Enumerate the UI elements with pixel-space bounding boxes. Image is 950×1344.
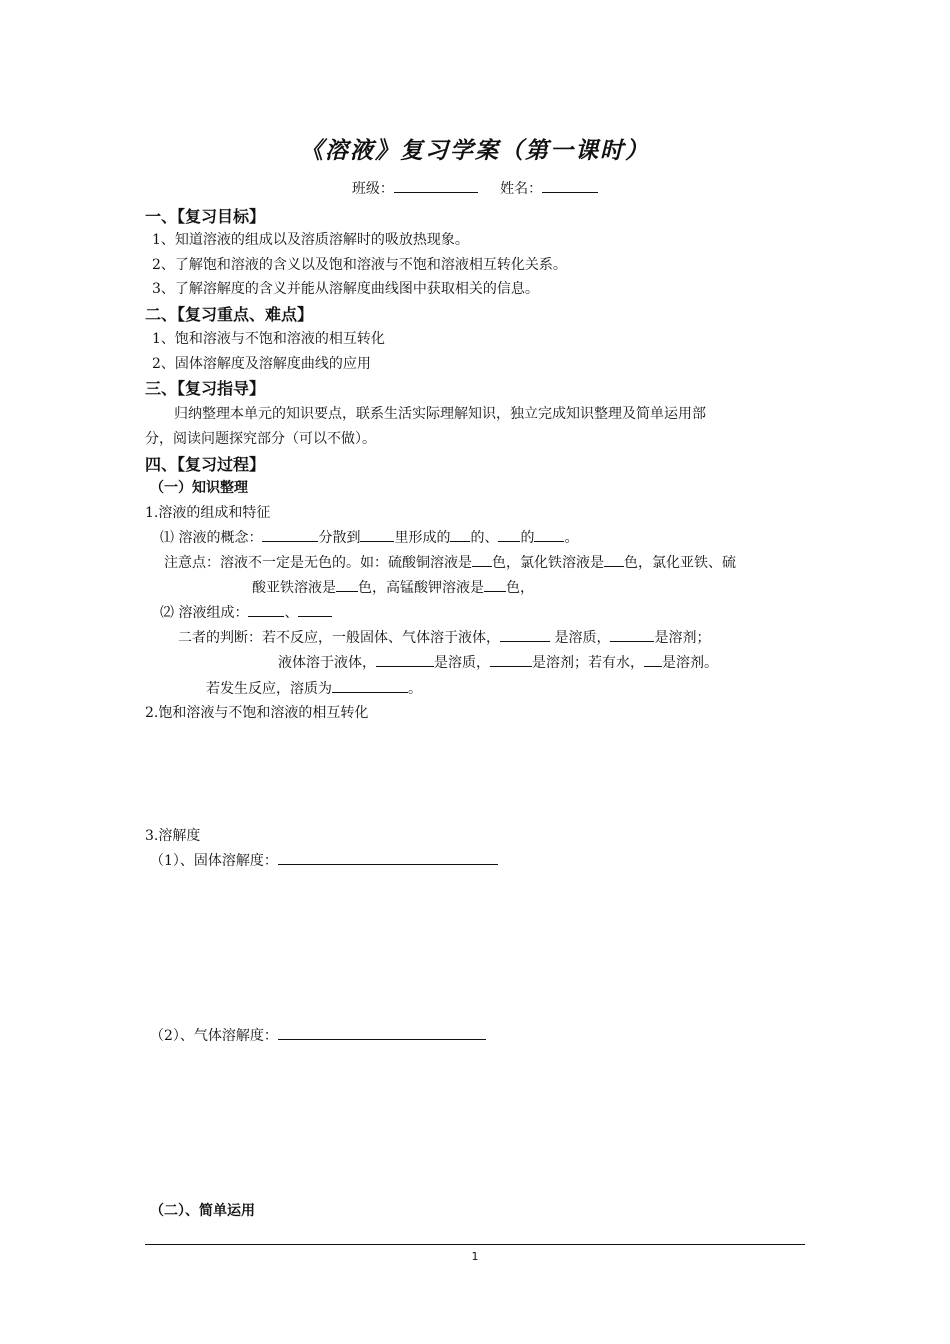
judge-text: 是溶质， (550, 630, 611, 646)
note-text: 色， (506, 580, 534, 596)
focus-heading: 二、【复习重点、难点】 (145, 305, 314, 324)
blank[interactable] (472, 552, 492, 567)
blank[interactable] (484, 577, 506, 592)
blank[interactable] (604, 552, 624, 567)
concept-line (160, 527, 578, 547)
blank[interactable] (376, 652, 434, 667)
composition-text: ⑵ 溶液组成： (160, 605, 249, 621)
judge-text: 液体溶于液体， (278, 655, 376, 671)
concept-text: 的 (520, 530, 535, 546)
class-label: 班级： (351, 181, 394, 197)
process-heading: 四、【复习过程】 (145, 455, 266, 474)
concept-text: 。 (564, 530, 579, 546)
student-info (0, 178, 950, 198)
blank[interactable] (278, 1025, 486, 1040)
judge-text: 。 (408, 681, 422, 697)
page-number: 1 (471, 1250, 479, 1263)
goals-heading: 一、【复习目标】 (145, 207, 266, 226)
concept-text: 里形成的 (394, 530, 451, 546)
judge-text: 是溶剂；若有水， (532, 655, 644, 671)
blank[interactable] (262, 527, 318, 542)
guide-text: 归纳整理本单元的知识要点，联系生活实际理解知识，独立完成知识整理及简单运用部 (174, 406, 706, 422)
composition-line (160, 602, 332, 622)
gas-solubility-label: （2）、气体溶解度： (150, 1028, 278, 1044)
item1-title: 1.溶液的组成和特征 (145, 505, 271, 521)
footer-divider (145, 1244, 805, 1245)
note-line (164, 552, 736, 572)
item3-title: 3.溶解度 (145, 828, 201, 844)
note-text: 色，高锰酸钾溶液是 (358, 580, 484, 596)
item2-title: 2.饱和溶液与不饱和溶液的相互转化 (145, 705, 369, 721)
judge-line (278, 652, 718, 672)
blank[interactable] (336, 577, 358, 592)
gas-solubility-line (150, 1025, 486, 1045)
page-title: 《溶液》复习学案（第一课时） (300, 138, 650, 164)
note-text: 色，氯化铁溶液是 (492, 555, 604, 571)
goal-item: 2、了解饱和溶液的含义以及饱和溶液与不饱和溶液相互转化关系。 (152, 257, 567, 273)
blank[interactable] (278, 850, 498, 865)
blank[interactable] (498, 527, 520, 542)
solid-solubility-label: （1）、固体溶解度： (150, 853, 278, 869)
concept-text: 分散到 (318, 530, 361, 546)
note-text: 注意点：溶液不一定是无色的。如：硫酸铜溶液是 (164, 555, 472, 571)
note-line (252, 577, 534, 597)
concept-text: 的、 (470, 530, 499, 546)
focus-item: 1、饱和溶液与不饱和溶液的相互转化 (152, 331, 385, 347)
solid-solubility-line (150, 850, 498, 870)
judge-line (178, 627, 710, 647)
blank[interactable] (500, 627, 550, 642)
apply-heading: （二）、简单运用 (150, 1203, 255, 1219)
concept-text: ⑴ 溶液的概念： (160, 530, 263, 546)
blank[interactable] (360, 527, 394, 542)
blank[interactable] (490, 652, 532, 667)
judge-text: 是溶剂； (654, 630, 711, 646)
blank[interactable] (534, 527, 564, 542)
goal-item: 1、知道溶液的组成以及溶质溶解时的吸放热现象。 (152, 232, 469, 248)
blank[interactable] (298, 602, 332, 617)
judge-text: 是溶剂。 (662, 655, 718, 671)
name-label: 姓名： (500, 181, 543, 197)
class-blank[interactable] (394, 178, 478, 193)
composition-text: 、 (284, 605, 299, 621)
name-blank[interactable] (542, 178, 598, 193)
judge-line (206, 678, 422, 698)
blank[interactable] (332, 678, 408, 693)
blank[interactable] (450, 527, 470, 542)
goal-item: 3、了解溶解度的含义并能从溶解度曲线图中获取相关的信息。 (152, 281, 539, 297)
note-text: 色，氯化亚铁、硫 (624, 555, 736, 571)
judge-text: 是溶质， (434, 655, 490, 671)
guide-text: 分，阅读问题探究部分（可以不做）。 (145, 431, 376, 447)
judge-text: 二者的判断：若不反应，一般固体、气体溶于液体， (178, 630, 500, 646)
blank[interactable] (644, 652, 662, 667)
knowledge-heading: （一）知识整理 (150, 480, 248, 496)
guide-heading: 三、【复习指导】 (145, 379, 266, 398)
focus-item: 2、固体溶解度及溶解度曲线的应用 (152, 356, 371, 372)
judge-text: 若发生反应，溶质为 (206, 681, 332, 697)
blank[interactable] (248, 602, 284, 617)
note-text: 酸亚铁溶液是 (252, 580, 336, 596)
blank[interactable] (610, 627, 654, 642)
